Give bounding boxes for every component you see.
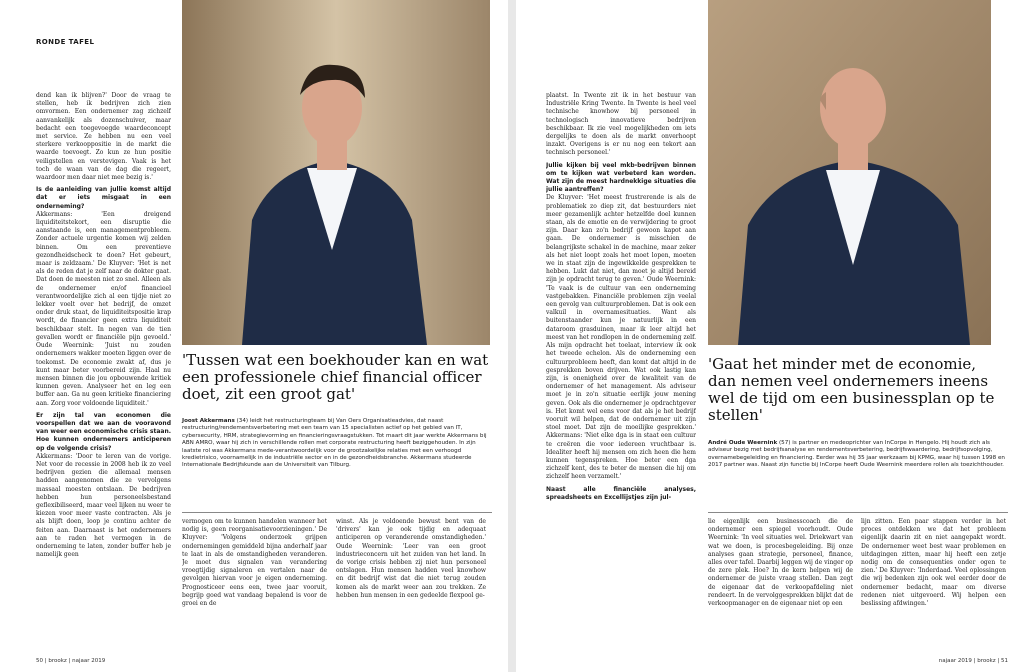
article-column-3 bbox=[336, 518, 486, 648]
portrait-photo-oude-weernink bbox=[708, 0, 991, 345]
paragraph: lijn zitten. Een paar stappen verder in het proces ontdekken we dat het probleem eigenlijk daarin zit en niet aangepakt wordt. De ondernemer weet best waar problemen en uitdagingen zitten, maar hij heeft een zetje nodig om de consequenties onder ogen te zien.' De Kluyver: 'Inderdaad. Veel oplossingen die wij bedenken zijn ook wel eerder door de ondernemer bedacht, maar om diverse redenen niet uitgevoerd. Wij helpen een beslissing afdwingen.' bbox=[861, 518, 1006, 608]
divider bbox=[708, 512, 1008, 513]
page-folio: najaar 2019 | brookz | 51 bbox=[938, 658, 1008, 664]
bio-name: Joost Akkermans bbox=[182, 418, 235, 424]
paragraph: vermogen om te kunnen handelen wanneer het nodig is, geen reorganisatievoorzieningen.' De Kluyver: 'Volgens onderzoek grijpen ondernemingen gemiddeld bijna anderhalf jaar te laat in als de omstandigheden veranderen. Je moet dus signalen van verandering vroegtijdig signaleren en vertalen naar de gevolgen hiervan voor je eigen onderneming. Prognosticeer eens een, twee jaar vooruit, begrijp goed wat vandaag bepalend is voor de groei en de bbox=[182, 518, 327, 608]
paragraph: lie eigenlijk een businesscoach die de ondernemer een spiegel voorhoudt. Oude Weernink: 'In veel situaties wel. Driekwart van wat we doen, is procesbegeleiding. Bij onze analyses gaan strategie, personeel, finance, alles over tafel. Daarbij leggen wij de vinger op de zere plek. Hoe? In de kern helpen wij de ondernemer de juiste vraag stellen. Dan zegt de eigenaar dat de verkoopafdeling niet rendeert. In de vervolggesprekken blijkt dat de verkoopmanager en de eigenaar niet op een bbox=[708, 518, 853, 608]
interview-question: Is de aanleiding van jullie komst altijd dat er iets misgaat in een onderneming? bbox=[36, 186, 171, 210]
paragraph: dend kan ik blijven?' Door de vraag te stellen, heb ik bedrijven zich zien omvormen. Een ondernemer zag zichzelf aanvankelijk als dozenschuiver, maar bedacht een toegevoegde waardeconcept met service. Ze hebben nu een veel sterkere verkooppositie in de markt die waarde toevoegt. Zo kun ze hun positie veiligstellen en verstevigen. Vaak is het toch de waan van de dag die regeert, waardoor men daar niet mee bezig is.' bbox=[36, 92, 171, 182]
portrait-photo-akkermans bbox=[182, 0, 490, 345]
paragraph: plaatst. In Twente zit ik in het bestuur van Industriële Kring Twente. In Twente is heel veel technische knowhow bij personeel in technologisch innovatieve bedrijven beschikbaar. Ik zie veel mogelijkheden om iets dergelijks te doen als de markt onverhoopt inzakt. Overigens is er nu nog een tekort aan technisch personeel.' bbox=[546, 92, 696, 157]
paragraph: De Kluyver: 'Het meest frustrerende is als de problematiek zo diep zit, dat bestuurders niet meer gezamenlijk achter hetzelfde doel kunnen staan, als de emotie en de verwijdering te groot zijn. Daar kan zo'n bedrijf gewoon kapot aan gaan. De ondernemer is misschien de belangrijkste schakel in de machine, maar zeker als het niet loopt zoals het moet lopen, moeten we in staat zijn de ingewikkelde gesprekken te hebben. Lukt dat niet, dan moet je altijd bereid zijn je opdracht terug te geven.' Oude Weernink: 'Te vaak is de cultuur van een onderneming vastgebakken. Financiële problemen zijn veelal een gevolg van cultuurproblemen. Dat is ook een valkuil in overnamesituaties. Want als buitenstaander kun je natuurlijk in een dataroom grasduinen, maar ik leer altijd het meest van het rondlopen in de onderneming zelf. Als mijn opdracht het toelaat, interview ik ook het tweede echelon. Als de onderneming een cultuurprobleem heeft, dan komt dat altijd in de gesprekken boven drijven. Wat ook lastig kan zijn, is onenigheid over de kwaliteit van de ondernemer of het management. Als adviseur moet je in zo'n situatie eerlijk jouw mening geven. Ook als die ondernemer je opdrachtgever is. Het komt wel eens voor dat als je het bedrijf vooruit wil helpen, dat de ondernemer uit zijn stoel moet. Dat zijn de moeilijke gesprekken.' Akkermans: 'Niet elke dga is in staat een cultuur te creëren die voor iedereen vruchtbaar is. Idealiter heeft hij mensen om zich heen die hem kunnen tegenspreken. Hoe beter een dga zichzelf kent, des te beter de mensen die hij om zichzelf heen verzamelt.' bbox=[546, 194, 696, 481]
page-folio: 50 | brookz | najaar 2019 bbox=[36, 658, 106, 664]
interview-question: Er zijn tal van economen die voorspellen dat we aan de vooravond van weer een economische crisis staan. Hoe kunnen ondernemers anticiperen op de volgende crisis? bbox=[36, 411, 171, 452]
interview-question: Jullie kijken bij veel mkb-bedrijven binnen om te kijken wat verbeterd kan worden. Wat zijn de meest hardnekkige situaties die jullie aantreffen? bbox=[546, 161, 696, 194]
paragraph: Akkermans: 'Door te leren van de vorige. Net voor de recessie in 2008 heb ik zo veel bedrijven gezien die allemaal mensen hadden aangenomen die ze vervolgens massaal moesten ontslaan. De bedrijven hebben hun personeelsbestand geflexibiliseerd, maar veel lijken nu weer te kiezen voor meer vaste contracten. Als je als blijft doen, loop je continu achter de feiten aan. Daarnaast is het ondernemers aan te raden het vermogen in de onderneming te laten, zonder buffer heb je namelijk geen bbox=[36, 452, 171, 559]
article-column-6 bbox=[861, 518, 1006, 648]
article-column-4 bbox=[546, 92, 696, 647]
paragraph: Akkermans: 'Een dreigend liquiditeitstekort, een disruptie die aanstaande is, een managementprobleem. Zonder actuele urgentie komen wij zelden binnen. Om een preventieve gezondheidscheck te doen? Het gebeurt, maar is zeldzaam.' De Kluyver: 'Het is net als de reden dat je zelf naar de dokter gaat. Dat doen de meesten niet zo snel. Alleen als de ondernemer en/of financieel verantwoordelijke zich al een tijdje niet zo lekker voelt over het bedrijf, de omzet onder druk staat, de liquiditeitspositie krap wordt, de financier geen extra liquiditeit beschikbaar stelt. In negen van de tien gevallen wordt er financiële pijn gevoeld.' Oude Weernink: 'Juist nu zouden ondernemers wakker moeten liggen over de toekomst. De economie zwakt af, dus je kunt maar beter voorbereid zijn. Haal nu mensen binnen die jou opbouwende kritiek kunnen geven. Analyseer het en leg een buffer aan. Ga nu geen kritieke financiering aan. Zorg voor voldoende liquiditeit.' bbox=[36, 210, 171, 407]
section-tag: RONDE TAFEL bbox=[36, 38, 95, 46]
pull-quote: 'Gaat het minder met de economie, dan nemen veel ondernemers ineens wel de tijd om een businessplan op te stellen' bbox=[708, 355, 995, 424]
bio-box bbox=[708, 440, 1008, 470]
bio-name: André Oude Weernink bbox=[708, 440, 778, 446]
right-page bbox=[516, 0, 1024, 672]
article-column-1 bbox=[36, 92, 171, 647]
article-column-5 bbox=[708, 518, 853, 648]
bio-text: (57) is partner en medeoprichter van InCorpe in Hengelo. Hij houdt zich als adviseur bezig met bedrijfsanalyse en rendementsverbetering, bedrijfswaardering, bedrijfsopvolging, overnamebegeleiding en financiering. Eerder was hij 35 jaar werkzaam bij KPMG, waar hij tussen 1998 en 2017 partner was. Naast zijn functie bij InCorpe heeft Oude Weernink meerdere rollen als toezichthouder. bbox=[708, 440, 1005, 469]
bio-text: (34) leidt het restructuringteam bij Van Oers Organisatieadvies, dat naast restructuring/rendementsverbetering met een team van 15 specialisten actief op het gebied van IT, cybersecurity, HRM, strategievorming en financieringsvraagstukken. Tot maart dit jaar werkte Akkermans bij ABN AMRO, waar hij zich in verschillende rollen met corporate restructuring heeft beziggehouden. In zijn laatste rol was Akkermans mede-verantwoordelijk voor de grootzakelijke relaties met een verhoogd kredietrisico, voornamelijk in de industriële sector en in de gezondheidsbranche. Akkermans studeerde Internationale Bedrijfskunde aan de Universiteit van Tilburg. bbox=[182, 418, 487, 469]
article-column-2 bbox=[182, 518, 327, 648]
paragraph: winst. Als je voldoende bewust bent van de 'drivers' kan je ook tijdig en adequaat anticiperen op veranderende omstandigheden.' Oude Weernink: 'Leer van een groot industrieconcern uit het zuiden van het land. In de vorige crisis hebben zij niet hun personeel ontslagen. Hun mensen hadden veel knowhow en dit bedrijf wist dat die niet terug zouden komen als de markt weer aan zou trekken. Ze hebben hun mensen in een gedeelde flexpool ge- bbox=[336, 518, 486, 599]
bio-box bbox=[182, 418, 492, 470]
spread-gutter bbox=[508, 0, 516, 672]
left-page bbox=[0, 0, 508, 672]
interview-question: Naast alle financiële analyses, spreadsheets en Excellijstjes zijn jul- bbox=[546, 485, 696, 501]
divider bbox=[182, 512, 492, 513]
pull-quote: 'Tussen wat een boekhouder kan en wat een professionele chief financial officer doet, zit een groot gat' bbox=[182, 351, 489, 403]
